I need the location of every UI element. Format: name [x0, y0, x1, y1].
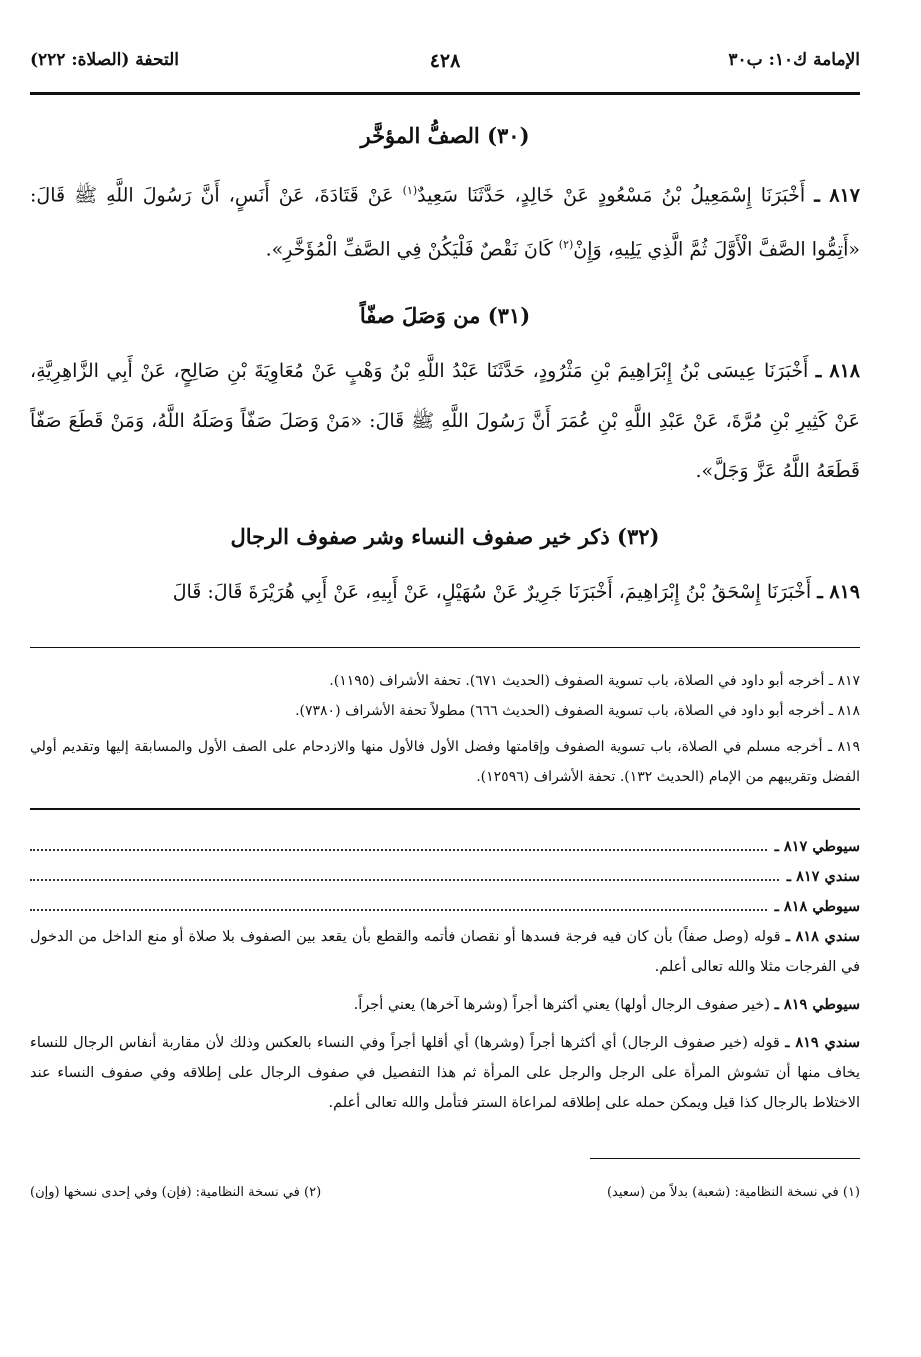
- page-number: ٤٢٨: [429, 50, 461, 72]
- takhrij-819: ٨١٩ ـ أخرجه مسلم في الصلاة، باب تسوية الصفوف وإقامتها وفضل الأول فالأول منها والازدحام على الصف الأول والمسابقة إليها وتقديم أولي الفضل وتقريبهم من الإمام (الحديث ١٣٢). تحفة الأشراف (١٢٥٩٦).: [30, 738, 860, 785]
- footnote-1: (١) في نسخة النظامية: (شعبة) بدلاً من (سعيد): [606, 1185, 860, 1200]
- hadith-817: [30, 166, 860, 275]
- header-tuhfa-ref: التحفة (الصلاة: ٢٢٢): [30, 50, 180, 70]
- header-divider: [30, 92, 860, 95]
- hadith-text: عَنْ قَتَادَةَ، عَنْ أَنَسٍ، أَنَّ رَسُولَ اللَّهِ ﷺ قَالَ: «أَتِمُّوا الصَّفَّ الْأَوَّلَ ثُمَّ الَّذِي يَلِيهِ، وَإِنْ: [30, 184, 860, 261]
- hadith-text: أَخْبَرَنَا إِسْمَعِيلُ بْنُ مَسْعُودٍ عَنْ خَالِدٍ، حَدَّثَنَا سَعِيدٌ: [417, 184, 806, 207]
- commentary-empty-line: [30, 892, 860, 922]
- commentary-label: سندي ٨١٧ ـ: [786, 867, 860, 885]
- header-chapter-ref: الإمامة ك١٠: ب٣٠: [728, 50, 860, 70]
- dotted-leader: [30, 849, 767, 851]
- commentary-empty-line: [30, 832, 860, 862]
- hadith-number: ٨١٨ ـ: [815, 359, 861, 382]
- commentary-label: سندي ٨١٨ ـ: [785, 927, 861, 945]
- commentary: [30, 832, 860, 1118]
- hadith-text: أَخْبَرَنَا عِيسَى بْنُ إِبْرَاهِيمَ بْنِ مَثْرُودٍ، حَدَّثَنَا عَبْدُ اللَّهِ بْنُ وَهْبٍ عَنْ مُعَاوِيَةَ بْنِ صَالِحٍ، عَنْ أَبِي الزَّاهِرِيَّةِ، عَنْ كَثِيرِ بْنِ مُرَّةَ، عَنْ عَبْدِ اللَّهِ بْنِ عُمَرَ أَنَّ رَسُولَ اللَّهِ ﷺ قَالَ: «مَنْ وَصَلَ صَفّاً وَصَلَهُ اللَّهُ، وَمَنْ قَطَعَ صَفّاً قَطَعَهُ اللَّهُ عَزَّ وَجَلَّ».: [30, 359, 860, 482]
- footnotes: [30, 1185, 860, 1200]
- hadith-text: كَانَ نَقْصٌ فَلْيَكُنْ فِي الصَّفِّ الْمُؤَخَّرِ».: [265, 238, 553, 261]
- sindi-819: [30, 1028, 860, 1118]
- suyuti-819: [30, 990, 860, 1020]
- commentary-label: سيوطي ٨١٨ ـ: [774, 897, 860, 915]
- sindi-818: [30, 922, 860, 982]
- commentary-label: سيوطي ٨١٩ ـ: [774, 995, 860, 1013]
- footnote-divider: [590, 1158, 860, 1159]
- takhrij-817: ٨١٧ ـ أخرجه أبو داود في الصلاة، باب تسوية الصفوف (الحديث ٦٧١). تحفة الأشراف (١١٩٥).: [329, 672, 860, 689]
- takhrij-818: ٨١٨ ـ أخرجه أبو داود في الصلاة، باب تسوية الصفوف (الحديث ٦٦٦) مطولاً تحفة الأشراف (٧٣٨٠).: [295, 702, 860, 719]
- commentary-text: قوله (وصل صفاً) بأن كان فيه فرجة فسدها أو نقصان فأتمه والقطع بأن يقعد بين الصفوف بلا صلاة أو منع الداخل من الدخول في الفرجات مثلا والله تعالى أعلم.: [30, 928, 860, 975]
- commentary-text: (خير صفوف الرجال أولها) يعني أكثرها أجراً (وشرها آخرها) يعني أجراً.: [353, 996, 771, 1013]
- hadith-819: [30, 567, 860, 617]
- hadith-number: ٨١٩ ـ: [817, 580, 860, 603]
- hadith-text: أَخْبَرَنَا إِسْحَقُ بْنُ إِبْرَاهِيمَ، أَخْبَرَنَا جَرِيرٌ عَنْ سُهَيْلٍ، عَنْ أَبِيهِ، عَنْ أَبِي هُرَيْرَةَ قَالَ: قَالَ: [172, 580, 812, 603]
- commentary-label: سندي ٨١٩ ـ: [785, 1033, 861, 1051]
- footnote-marker-1: (١): [402, 184, 418, 197]
- section-title-32: (٣٢) ذكر خير صفوف النساء وشر صفوف الرجال: [230, 523, 660, 549]
- hadith-number: ٨١٧ ـ: [814, 184, 861, 207]
- commentary-empty-line: [30, 862, 860, 892]
- hadith-818: [30, 346, 860, 496]
- commentary-label: سيوطي ٨١٧ ـ: [774, 837, 860, 855]
- footnote-2: (٢) في نسخة النظامية: (فإن) وفي إحدى نسخها (وإن): [30, 1185, 322, 1200]
- footnote-marker-2: (٢): [558, 238, 574, 252]
- takhrij-divider: [30, 647, 860, 648]
- running-header: [30, 50, 860, 88]
- dotted-leader: [30, 909, 767, 911]
- book-page: [30, 50, 860, 1118]
- takhrij-notes: [30, 666, 860, 792]
- commentary-divider: [30, 808, 860, 810]
- section-title-31: (٣١) من وَصَلَ صفّاً: [359, 302, 531, 328]
- section-title-30: (٣٠) الصفُّ المؤخَّر: [360, 123, 530, 148]
- dotted-leader: [30, 879, 779, 881]
- commentary-text: قوله (خير صفوف الرجال) أي أكثرها أجراً (وشرها) أي أقلها أجراً وفي النساء بالعكس وذلك لأن مقاربة أنفاس الرجال للنساء يخاف منها أن تشوش المرأة على الرجل والرجل على المرأة ثم هذا التفصيل في صفوف الرجال على إطلاقه وفي صفوف النساء عند الاختلاط بالرجال كذا قيل ويمكن حمله على إطلاقه لمراعاة الستر فتأمل والله تعالى أعلم.: [30, 1034, 860, 1111]
